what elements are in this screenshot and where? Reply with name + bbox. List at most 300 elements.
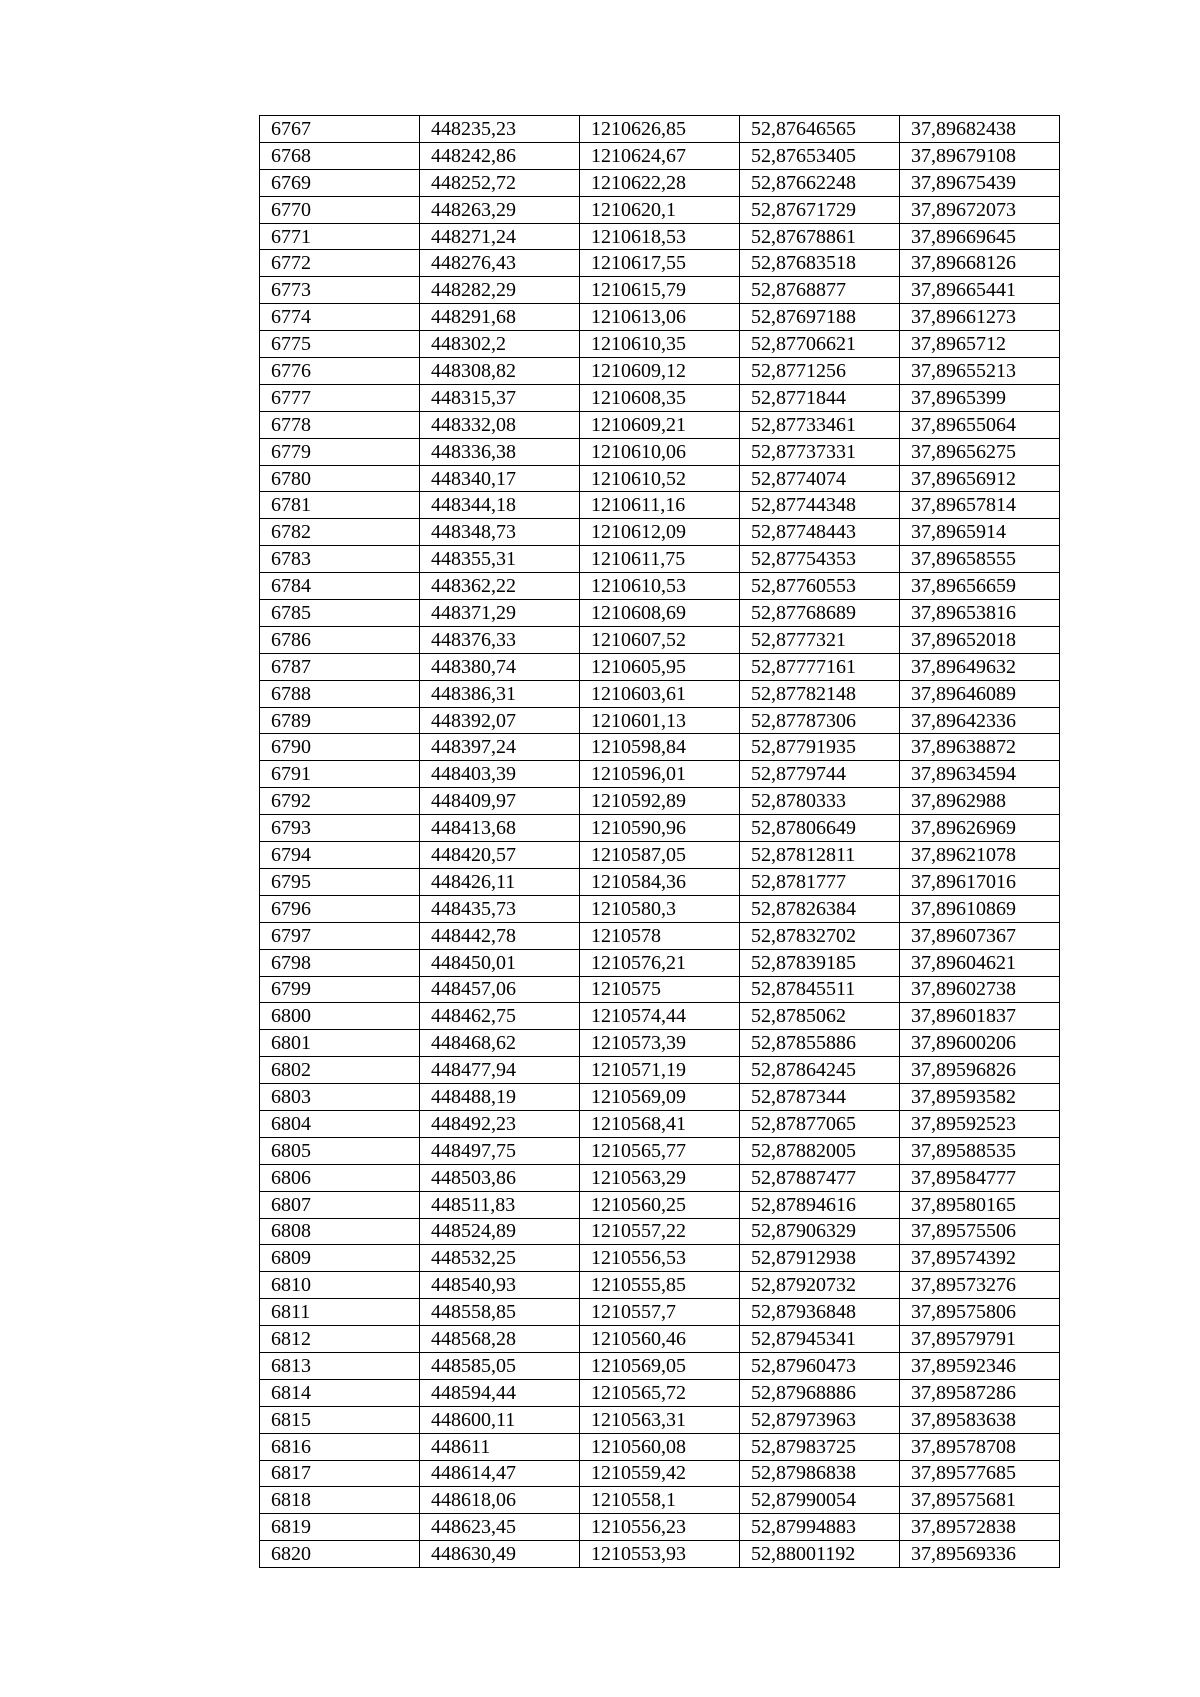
- point-number-cell: 6784: [260, 573, 420, 600]
- point-number-cell: 6774: [260, 304, 420, 331]
- x-coordinate-cell: 448315,37: [420, 384, 580, 411]
- latitude-cell: 52,87826384: [740, 895, 900, 922]
- table-row: [260, 411, 1060, 438]
- table-row: [260, 519, 1060, 546]
- y-coordinate-cell: 1210568,41: [580, 1110, 740, 1137]
- longitude-cell: 37,89655213: [900, 358, 1060, 385]
- x-coordinate-cell: 448618,06: [420, 1487, 580, 1514]
- y-coordinate-cell: 1210592,89: [580, 788, 740, 815]
- y-coordinate-cell: 1210574,44: [580, 1003, 740, 1030]
- x-coordinate-cell: 448397,24: [420, 734, 580, 761]
- x-coordinate-cell: 448568,28: [420, 1326, 580, 1353]
- table-row: [260, 1164, 1060, 1191]
- latitude-cell: 52,8777321: [740, 626, 900, 653]
- latitude-cell: 52,88001192: [740, 1541, 900, 1568]
- x-coordinate-cell: 448630,49: [420, 1541, 580, 1568]
- point-number-cell: 6805: [260, 1137, 420, 1164]
- x-coordinate-cell: 448263,29: [420, 196, 580, 223]
- y-coordinate-cell: 1210557,7: [580, 1299, 740, 1326]
- point-number-cell: 6806: [260, 1164, 420, 1191]
- point-number-cell: 6791: [260, 761, 420, 788]
- table-row: [260, 142, 1060, 169]
- latitude-cell: 52,8779744: [740, 761, 900, 788]
- point-number-cell: 6808: [260, 1218, 420, 1245]
- x-coordinate-cell: 448271,24: [420, 223, 580, 250]
- table-row: [260, 761, 1060, 788]
- x-coordinate-cell: 448235,23: [420, 116, 580, 143]
- y-coordinate-cell: 1210620,1: [580, 196, 740, 223]
- latitude-cell: 52,87646565: [740, 116, 900, 143]
- latitude-cell: 52,87936848: [740, 1299, 900, 1326]
- longitude-cell: 37,89652018: [900, 626, 1060, 653]
- longitude-cell: 37,89675439: [900, 169, 1060, 196]
- point-number-cell: 6777: [260, 384, 420, 411]
- table-row: [260, 976, 1060, 1003]
- longitude-cell: 37,8965914: [900, 519, 1060, 546]
- table-row: [260, 1191, 1060, 1218]
- y-coordinate-cell: 1210563,31: [580, 1406, 740, 1433]
- point-number-cell: 6819: [260, 1514, 420, 1541]
- longitude-cell: 37,89617016: [900, 868, 1060, 895]
- point-number-cell: 6788: [260, 680, 420, 707]
- x-coordinate-cell: 448426,11: [420, 868, 580, 895]
- y-coordinate-cell: 1210587,05: [580, 842, 740, 869]
- y-coordinate-cell: 1210560,25: [580, 1191, 740, 1218]
- latitude-cell: 52,87760553: [740, 573, 900, 600]
- longitude-cell: 37,89626969: [900, 815, 1060, 842]
- y-coordinate-cell: 1210580,3: [580, 895, 740, 922]
- x-coordinate-cell: 448344,18: [420, 492, 580, 519]
- table-row: [260, 1218, 1060, 1245]
- table-row: [260, 653, 1060, 680]
- x-coordinate-cell: 448386,31: [420, 680, 580, 707]
- table-row: [260, 1272, 1060, 1299]
- longitude-cell: 37,89575681: [900, 1487, 1060, 1514]
- point-number-cell: 6810: [260, 1272, 420, 1299]
- table-row: [260, 196, 1060, 223]
- x-coordinate-cell: 448336,38: [420, 438, 580, 465]
- point-number-cell: 6783: [260, 546, 420, 573]
- longitude-cell: 37,89657814: [900, 492, 1060, 519]
- table-row: [260, 1245, 1060, 1272]
- table-row: [260, 438, 1060, 465]
- latitude-cell: 52,87845511: [740, 976, 900, 1003]
- table-row: [260, 707, 1060, 734]
- latitude-cell: 52,87748443: [740, 519, 900, 546]
- coordinates-table-body: [260, 116, 1060, 1568]
- point-number-cell: 6802: [260, 1057, 420, 1084]
- latitude-cell: 52,87777161: [740, 653, 900, 680]
- table-row: [260, 1541, 1060, 1568]
- point-number-cell: 6786: [260, 626, 420, 653]
- latitude-cell: 52,87791935: [740, 734, 900, 761]
- table-row: [260, 1352, 1060, 1379]
- longitude-cell: 37,89621078: [900, 842, 1060, 869]
- y-coordinate-cell: 1210571,19: [580, 1057, 740, 1084]
- latitude-cell: 52,87832702: [740, 922, 900, 949]
- longitude-cell: 37,89592346: [900, 1352, 1060, 1379]
- longitude-cell: 37,89656659: [900, 573, 1060, 600]
- latitude-cell: 52,87733461: [740, 411, 900, 438]
- longitude-cell: 37,89646089: [900, 680, 1060, 707]
- table-row: [260, 546, 1060, 573]
- x-coordinate-cell: 448371,29: [420, 600, 580, 627]
- latitude-cell: 52,87855886: [740, 1030, 900, 1057]
- y-coordinate-cell: 1210618,53: [580, 223, 740, 250]
- longitude-cell: 37,89668126: [900, 250, 1060, 277]
- latitude-cell: 52,8768877: [740, 277, 900, 304]
- longitude-cell: 37,89587286: [900, 1379, 1060, 1406]
- x-coordinate-cell: 448468,62: [420, 1030, 580, 1057]
- table-row: [260, 1299, 1060, 1326]
- longitude-cell: 37,89575506: [900, 1218, 1060, 1245]
- x-coordinate-cell: 448340,17: [420, 465, 580, 492]
- latitude-cell: 52,8780333: [740, 788, 900, 815]
- longitude-cell: 37,89607367: [900, 922, 1060, 949]
- x-coordinate-cell: 448276,43: [420, 250, 580, 277]
- x-coordinate-cell: 448450,01: [420, 949, 580, 976]
- longitude-cell: 37,89682438: [900, 116, 1060, 143]
- longitude-cell: 37,89593582: [900, 1084, 1060, 1111]
- longitude-cell: 37,89655064: [900, 411, 1060, 438]
- latitude-cell: 52,87877065: [740, 1110, 900, 1137]
- y-coordinate-cell: 1210615,79: [580, 277, 740, 304]
- y-coordinate-cell: 1210608,69: [580, 600, 740, 627]
- longitude-cell: 37,89656912: [900, 465, 1060, 492]
- table-row: [260, 1030, 1060, 1057]
- latitude-cell: 52,87754353: [740, 546, 900, 573]
- longitude-cell: 37,89604621: [900, 949, 1060, 976]
- x-coordinate-cell: 448409,97: [420, 788, 580, 815]
- point-number-cell: 6812: [260, 1326, 420, 1353]
- x-coordinate-cell: 448492,23: [420, 1110, 580, 1137]
- y-coordinate-cell: 1210622,28: [580, 169, 740, 196]
- y-coordinate-cell: 1210569,05: [580, 1352, 740, 1379]
- latitude-cell: 52,87983725: [740, 1433, 900, 1460]
- y-coordinate-cell: 1210617,55: [580, 250, 740, 277]
- longitude-cell: 37,89580165: [900, 1191, 1060, 1218]
- longitude-cell: 37,89653816: [900, 600, 1060, 627]
- y-coordinate-cell: 1210578: [580, 922, 740, 949]
- table-row: [260, 223, 1060, 250]
- latitude-cell: 52,87782148: [740, 680, 900, 707]
- point-number-cell: 6771: [260, 223, 420, 250]
- longitude-cell: 37,89575806: [900, 1299, 1060, 1326]
- y-coordinate-cell: 1210609,21: [580, 411, 740, 438]
- y-coordinate-cell: 1210559,42: [580, 1460, 740, 1487]
- y-coordinate-cell: 1210612,09: [580, 519, 740, 546]
- point-number-cell: 6814: [260, 1379, 420, 1406]
- x-coordinate-cell: 448308,82: [420, 358, 580, 385]
- latitude-cell: 52,87737331: [740, 438, 900, 465]
- point-number-cell: 6813: [260, 1352, 420, 1379]
- table-row: [260, 1433, 1060, 1460]
- point-number-cell: 6804: [260, 1110, 420, 1137]
- table-row: [260, 250, 1060, 277]
- y-coordinate-cell: 1210558,1: [580, 1487, 740, 1514]
- point-number-cell: 6799: [260, 976, 420, 1003]
- y-coordinate-cell: 1210563,29: [580, 1164, 740, 1191]
- table-row: [260, 169, 1060, 196]
- longitude-cell: 37,89573276: [900, 1272, 1060, 1299]
- table-row: [260, 1379, 1060, 1406]
- latitude-cell: 52,87973963: [740, 1406, 900, 1433]
- point-number-cell: 6778: [260, 411, 420, 438]
- latitude-cell: 52,87960473: [740, 1352, 900, 1379]
- x-coordinate-cell: 448611: [420, 1433, 580, 1460]
- x-coordinate-cell: 448558,85: [420, 1299, 580, 1326]
- longitude-cell: 37,89588535: [900, 1137, 1060, 1164]
- point-number-cell: 6815: [260, 1406, 420, 1433]
- longitude-cell: 37,8965399: [900, 384, 1060, 411]
- latitude-cell: 52,87994883: [740, 1514, 900, 1541]
- latitude-cell: 52,8771256: [740, 358, 900, 385]
- longitude-cell: 37,89579791: [900, 1326, 1060, 1353]
- longitude-cell: 37,89572838: [900, 1514, 1060, 1541]
- latitude-cell: 52,8771844: [740, 384, 900, 411]
- y-coordinate-cell: 1210610,52: [580, 465, 740, 492]
- table-row: [260, 304, 1060, 331]
- point-number-cell: 6820: [260, 1541, 420, 1568]
- table-row: [260, 1487, 1060, 1514]
- latitude-cell: 52,87653405: [740, 142, 900, 169]
- x-coordinate-cell: 448477,94: [420, 1057, 580, 1084]
- table-row: [260, 1057, 1060, 1084]
- longitude-cell: 37,89583638: [900, 1406, 1060, 1433]
- longitude-cell: 37,89669645: [900, 223, 1060, 250]
- point-number-cell: 6811: [260, 1299, 420, 1326]
- point-number-cell: 6790: [260, 734, 420, 761]
- longitude-cell: 37,89596826: [900, 1057, 1060, 1084]
- y-coordinate-cell: 1210598,84: [580, 734, 740, 761]
- y-coordinate-cell: 1210611,75: [580, 546, 740, 573]
- y-coordinate-cell: 1210584,36: [580, 868, 740, 895]
- longitude-cell: 37,89672073: [900, 196, 1060, 223]
- point-number-cell: 6773: [260, 277, 420, 304]
- longitude-cell: 37,89584777: [900, 1164, 1060, 1191]
- point-number-cell: 6781: [260, 492, 420, 519]
- latitude-cell: 52,87683518: [740, 250, 900, 277]
- latitude-cell: 52,87806649: [740, 815, 900, 842]
- x-coordinate-cell: 448348,73: [420, 519, 580, 546]
- point-number-cell: 6780: [260, 465, 420, 492]
- point-number-cell: 6796: [260, 895, 420, 922]
- longitude-cell: 37,8962988: [900, 788, 1060, 815]
- y-coordinate-cell: 1210573,39: [580, 1030, 740, 1057]
- y-coordinate-cell: 1210590,96: [580, 815, 740, 842]
- y-coordinate-cell: 1210624,67: [580, 142, 740, 169]
- x-coordinate-cell: 448623,45: [420, 1514, 580, 1541]
- x-coordinate-cell: 448503,86: [420, 1164, 580, 1191]
- table-row: [260, 842, 1060, 869]
- table-row: [260, 815, 1060, 842]
- y-coordinate-cell: 1210556,23: [580, 1514, 740, 1541]
- longitude-cell: 37,89601837: [900, 1003, 1060, 1030]
- y-coordinate-cell: 1210610,53: [580, 573, 740, 600]
- x-coordinate-cell: 448403,39: [420, 761, 580, 788]
- latitude-cell: 52,87744348: [740, 492, 900, 519]
- latitude-cell: 52,87990054: [740, 1487, 900, 1514]
- point-number-cell: 6818: [260, 1487, 420, 1514]
- table-row: [260, 949, 1060, 976]
- x-coordinate-cell: 448488,19: [420, 1084, 580, 1111]
- x-coordinate-cell: 448614,47: [420, 1460, 580, 1487]
- point-number-cell: 6798: [260, 949, 420, 976]
- x-coordinate-cell: 448585,05: [420, 1352, 580, 1379]
- longitude-cell: 37,89665441: [900, 277, 1060, 304]
- y-coordinate-cell: 1210607,52: [580, 626, 740, 653]
- latitude-cell: 52,8785062: [740, 1003, 900, 1030]
- table-row: [260, 492, 1060, 519]
- x-coordinate-cell: 448392,07: [420, 707, 580, 734]
- table-row: [260, 788, 1060, 815]
- x-coordinate-cell: 448435,73: [420, 895, 580, 922]
- latitude-cell: 52,87968886: [740, 1379, 900, 1406]
- longitude-cell: 37,89634594: [900, 761, 1060, 788]
- y-coordinate-cell: 1210556,53: [580, 1245, 740, 1272]
- y-coordinate-cell: 1210611,16: [580, 492, 740, 519]
- longitude-cell: 37,89658555: [900, 546, 1060, 573]
- point-number-cell: 6787: [260, 653, 420, 680]
- table-row: [260, 331, 1060, 358]
- longitude-cell: 37,89592523: [900, 1110, 1060, 1137]
- point-number-cell: 6803: [260, 1084, 420, 1111]
- longitude-cell: 37,89574392: [900, 1245, 1060, 1272]
- y-coordinate-cell: 1210560,46: [580, 1326, 740, 1353]
- latitude-cell: 52,87768689: [740, 600, 900, 627]
- latitude-cell: 52,87678861: [740, 223, 900, 250]
- point-number-cell: 6768: [260, 142, 420, 169]
- x-coordinate-cell: 448332,08: [420, 411, 580, 438]
- x-coordinate-cell: 448413,68: [420, 815, 580, 842]
- point-number-cell: 6776: [260, 358, 420, 385]
- point-number-cell: 6779: [260, 438, 420, 465]
- longitude-cell: 37,89600206: [900, 1030, 1060, 1057]
- y-coordinate-cell: 1210569,09: [580, 1084, 740, 1111]
- latitude-cell: 52,8774074: [740, 465, 900, 492]
- latitude-cell: 52,87894616: [740, 1191, 900, 1218]
- table-row: [260, 680, 1060, 707]
- y-coordinate-cell: 1210608,35: [580, 384, 740, 411]
- y-coordinate-cell: 1210610,35: [580, 331, 740, 358]
- table-row: [260, 1084, 1060, 1111]
- latitude-cell: 52,87671729: [740, 196, 900, 223]
- point-number-cell: 6801: [260, 1030, 420, 1057]
- table-row: [260, 734, 1060, 761]
- point-number-cell: 6792: [260, 788, 420, 815]
- y-coordinate-cell: 1210557,22: [580, 1218, 740, 1245]
- longitude-cell: 37,89642336: [900, 707, 1060, 734]
- table-row: [260, 1003, 1060, 1030]
- latitude-cell: 52,87986838: [740, 1460, 900, 1487]
- y-coordinate-cell: 1210609,12: [580, 358, 740, 385]
- y-coordinate-cell: 1210555,85: [580, 1272, 740, 1299]
- x-coordinate-cell: 448594,44: [420, 1379, 580, 1406]
- table-row: [260, 1514, 1060, 1541]
- longitude-cell: 37,89602738: [900, 976, 1060, 1003]
- point-number-cell: 6789: [260, 707, 420, 734]
- latitude-cell: 52,87906329: [740, 1218, 900, 1245]
- table-row: [260, 600, 1060, 627]
- longitude-cell: 37,8965712: [900, 331, 1060, 358]
- point-number-cell: 6775: [260, 331, 420, 358]
- x-coordinate-cell: 448355,31: [420, 546, 580, 573]
- table-row: [260, 626, 1060, 653]
- latitude-cell: 52,8781777: [740, 868, 900, 895]
- point-number-cell: 6795: [260, 868, 420, 895]
- x-coordinate-cell: 448362,22: [420, 573, 580, 600]
- point-number-cell: 6816: [260, 1433, 420, 1460]
- point-number-cell: 6782: [260, 519, 420, 546]
- y-coordinate-cell: 1210575: [580, 976, 740, 1003]
- y-coordinate-cell: 1210626,85: [580, 116, 740, 143]
- longitude-cell: 37,89569336: [900, 1541, 1060, 1568]
- point-number-cell: 6769: [260, 169, 420, 196]
- table-row: [260, 384, 1060, 411]
- table-row: [260, 1110, 1060, 1137]
- table-row: [260, 868, 1060, 895]
- x-coordinate-cell: 448252,72: [420, 169, 580, 196]
- x-coordinate-cell: 448511,83: [420, 1191, 580, 1218]
- latitude-cell: 52,87912938: [740, 1245, 900, 1272]
- table-row: [260, 922, 1060, 949]
- table-row: [260, 116, 1060, 143]
- table-row: [260, 573, 1060, 600]
- x-coordinate-cell: 448497,75: [420, 1137, 580, 1164]
- table-row: [260, 1137, 1060, 1164]
- point-number-cell: 6800: [260, 1003, 420, 1030]
- y-coordinate-cell: 1210603,61: [580, 680, 740, 707]
- latitude-cell: 52,87945341: [740, 1326, 900, 1353]
- longitude-cell: 37,89610869: [900, 895, 1060, 922]
- x-coordinate-cell: 448532,25: [420, 1245, 580, 1272]
- x-coordinate-cell: 448600,11: [420, 1406, 580, 1433]
- x-coordinate-cell: 448242,86: [420, 142, 580, 169]
- longitude-cell: 37,89661273: [900, 304, 1060, 331]
- x-coordinate-cell: 448282,29: [420, 277, 580, 304]
- x-coordinate-cell: 448462,75: [420, 1003, 580, 1030]
- point-number-cell: 6807: [260, 1191, 420, 1218]
- longitude-cell: 37,89577685: [900, 1460, 1060, 1487]
- point-number-cell: 6767: [260, 116, 420, 143]
- point-number-cell: 6793: [260, 815, 420, 842]
- table-row: [260, 358, 1060, 385]
- table-row: [260, 1460, 1060, 1487]
- longitude-cell: 37,89656275: [900, 438, 1060, 465]
- point-number-cell: 6770: [260, 196, 420, 223]
- point-number-cell: 6785: [260, 600, 420, 627]
- table-row: [260, 465, 1060, 492]
- x-coordinate-cell: 448420,57: [420, 842, 580, 869]
- latitude-cell: 52,87887477: [740, 1164, 900, 1191]
- latitude-cell: 52,87662248: [740, 169, 900, 196]
- latitude-cell: 52,87787306: [740, 707, 900, 734]
- table-row: [260, 1406, 1060, 1433]
- y-coordinate-cell: 1210605,95: [580, 653, 740, 680]
- latitude-cell: 52,8787344: [740, 1084, 900, 1111]
- y-coordinate-cell: 1210613,06: [580, 304, 740, 331]
- x-coordinate-cell: 448380,74: [420, 653, 580, 680]
- latitude-cell: 52,87864245: [740, 1057, 900, 1084]
- x-coordinate-cell: 448540,93: [420, 1272, 580, 1299]
- x-coordinate-cell: 448291,68: [420, 304, 580, 331]
- y-coordinate-cell: 1210601,13: [580, 707, 740, 734]
- longitude-cell: 37,89649632: [900, 653, 1060, 680]
- y-coordinate-cell: 1210596,01: [580, 761, 740, 788]
- y-coordinate-cell: 1210576,21: [580, 949, 740, 976]
- latitude-cell: 52,87706621: [740, 331, 900, 358]
- coordinates-table: [259, 115, 1060, 1568]
